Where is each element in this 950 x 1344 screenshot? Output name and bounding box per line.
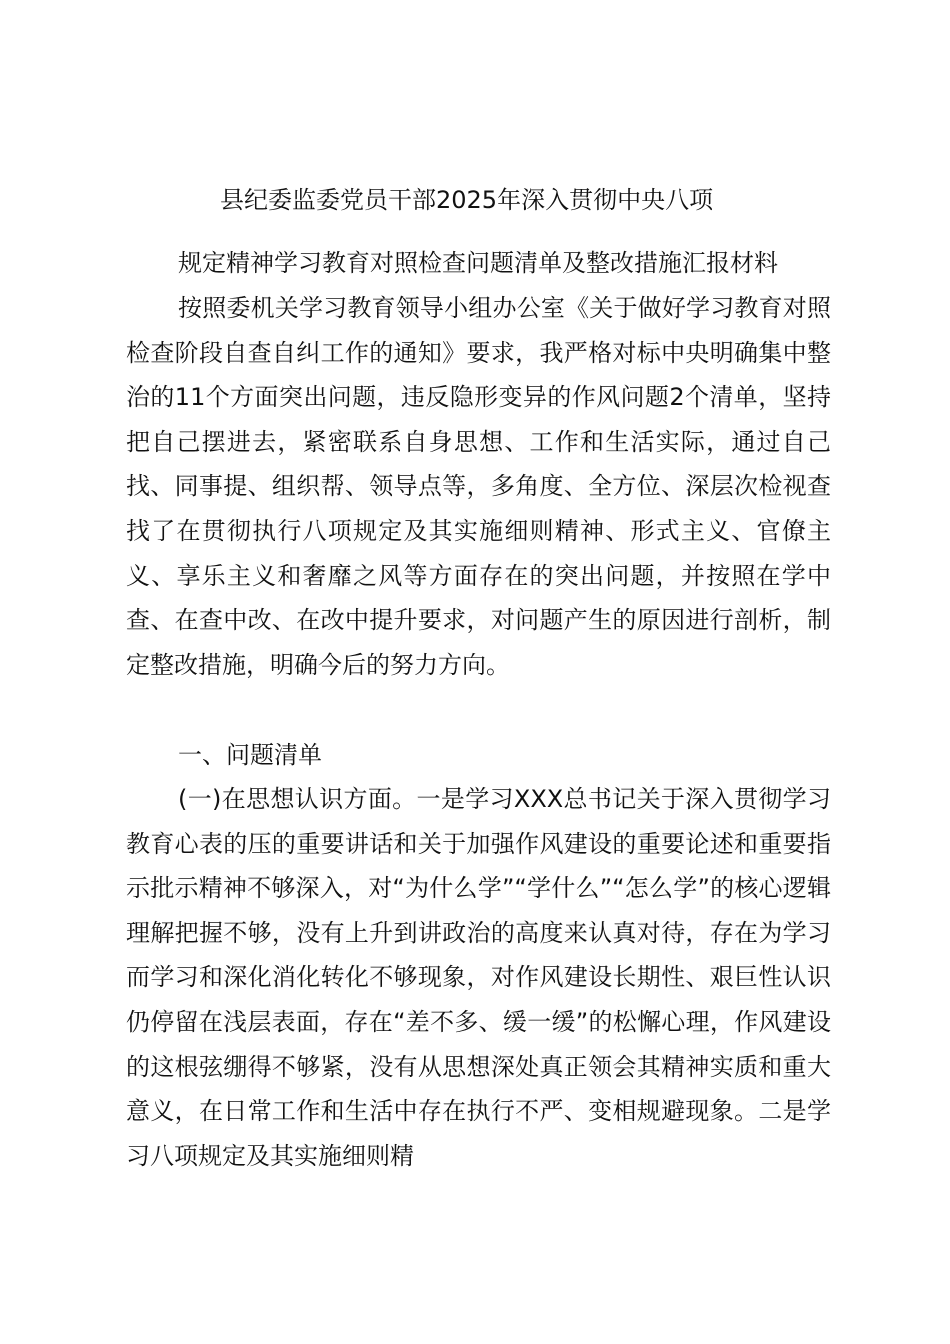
section-heading-problem-list: 一、问题清单 [178,741,322,769]
intro-paragraph: 按照委机关学习教育领导小组办公室《关于做好学习教育对照检查阶段自查自纠工作的通知》要求，我严格对标中央明确集中整治的11个方面突出问题，违反隐形变异的作风问题2个清单，坚持把自己摆进去，紧密联系自身思想、工作和生活实际，通过自己找、同事提、组织帮、领导点等，多角度、全方位、深层次检视查找了在贯彻执行八项规定及其实施细则精神、形式主义、官僚主义、享乐主义和奢靡之风等方面存在的突出问题，并按照在学中查、在查中改、在改中提升要求，对问题产生的原因进行剖析，制定整改措施，明确今后的努力方向。 [126,294,831,679]
document-title-line-1: 县纪委监委党员干部2025年深入贯彻中央八项 [220,186,714,214]
document-title-line-2: 规定精神学习教育对照检查问题清单及整改措施汇报材料 [178,249,778,277]
section-paragraph-ideological-awareness: (一)在思想认识方面。一是学习XXX总书记关于深入贯彻学习教育心表的压的重要讲话和关于加强作风建设的重要论述和重要指示批示精神不够深入，对“为什么学”“学什么”“怎么学”的核心逻辑理解把握不够，没有上升到讲政治的高度来认真对待，存在为学习而学习和深化消化转化不够现象，对作风建设长期性、艰巨性认识仍停留在浅层表面，存在“差不多、缓一缓”的松懈心理，作风建设的这根弦绷得不够紧，没有从思想深处真正领会其精神实质和重大意义，在日常工作和生活中存在执行不严、变相规避现象。二是学习八项规定及其实施细则精 [126,785,831,1170]
